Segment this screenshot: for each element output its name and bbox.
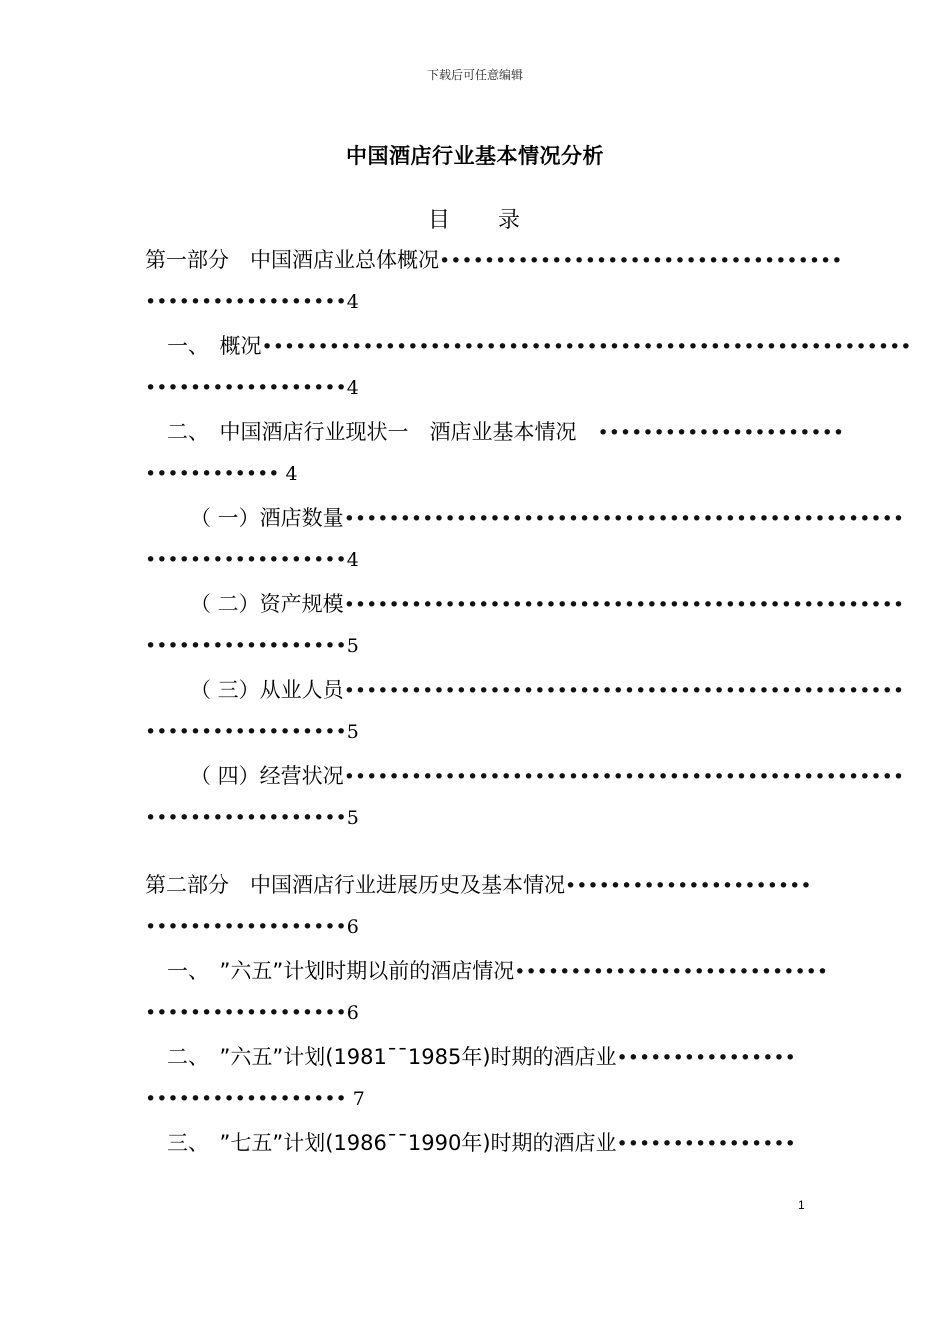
toc-entry[interactable]: [145, 675, 905, 747]
toc-heading-char-1: 目: [427, 208, 452, 233]
toc-heading: [0, 203, 950, 234]
toc-entry[interactable]: [145, 1128, 805, 1158]
toc-entry-label: 一、 概况: [167, 334, 262, 358]
toc-entry[interactable]: [145, 417, 845, 489]
toc-heading-char-2: 录: [498, 208, 523, 233]
toc-entry[interactable]: [145, 589, 905, 661]
toc-entry[interactable]: [145, 870, 812, 942]
toc-entry[interactable]: [145, 761, 905, 833]
toc-leader-dots: ••••••••••••••••••: [145, 291, 347, 313]
toc-entry[interactable]: [145, 331, 912, 403]
toc-entry[interactable]: [145, 1042, 805, 1114]
toc-page-number: 7: [346, 1088, 365, 1110]
toc-page-number: 4: [346, 291, 359, 313]
toc-entry[interactable]: [145, 503, 905, 575]
toc-leader-dots: ••••••••••••••••: [616, 1133, 796, 1155]
toc-leader-dots: ••••••••••••••••••: [145, 916, 347, 938]
toc-page-number: 6: [346, 916, 359, 938]
toc-entry-label: （ 三）从业人员: [190, 678, 344, 702]
toc-page-number: 4: [346, 377, 359, 399]
toc-entry-label: 第一部分 中国酒店业总体概况: [145, 248, 439, 272]
toc-page-number: 5: [346, 807, 359, 829]
toc-page-number: 6: [346, 1002, 359, 1024]
document-title: 中国酒店行业基本情况分析: [346, 144, 604, 168]
toc-entry[interactable]: [145, 956, 829, 1028]
toc-leader-dots: ••••••••••••••••••: [145, 807, 347, 829]
toc-leader-dots: ••••••••••••••••••••••••••••••••••••••••••••••••••: [343, 766, 905, 788]
toc-entry-label: 第二部分 中国酒店行业进展历史及基本情况: [145, 873, 565, 897]
page-number: 1: [798, 1198, 805, 1212]
toc-leader-dots: ••••••••••••••••••: [145, 635, 347, 657]
toc-leader-dots: ••••••••••••••••••••••: [597, 422, 845, 444]
toc-leader-dots: ••••••••••••••••: [616, 1047, 796, 1069]
toc-page-number: 4: [279, 463, 298, 485]
toc-leader-dots: ••••••••••••••••••: [145, 549, 347, 571]
toc-leader-dots: ••••••••••••••••••••••: [565, 875, 812, 897]
toc-entry-label: （ 二）资产规模: [190, 592, 344, 616]
page-header: 下载后可任意编辑: [426, 68, 523, 82]
toc-leader-dots: ••••••••••••••••••: [145, 721, 347, 743]
toc-leader-dots: ••••••••••••••••••••••••••••••••••••••••••••••••••: [343, 508, 905, 530]
toc-page-number: 4: [346, 549, 359, 571]
toc-leader-dots: ••••••••••••••••••••••••••••: [514, 961, 829, 983]
toc-entry-label: 二、 ”六五”计划(1981¯¯1985年)时期的酒店业: [167, 1045, 617, 1069]
toc-entry[interactable]: [145, 245, 843, 317]
toc-leader-dots: ••••••••••••: [145, 463, 280, 485]
toc-page-number: 5: [346, 721, 359, 743]
toc-leader-dots: ••••••••••••••••••: [145, 1002, 347, 1024]
toc-entry-label: 一、 ”六五”计划时期以前的酒店情况: [167, 959, 515, 983]
toc-entry-label: （ 四）经营状况: [190, 764, 344, 788]
toc-leader-dots: ••••••••••••••••••••••••••••••••••••: [439, 250, 843, 272]
toc-leader-dots: ••••••••••••••••••: [145, 377, 347, 399]
toc-entry-label: （ 一）酒店数量: [190, 506, 344, 530]
toc-leader-dots: ••••••••••••••••••: [145, 1088, 347, 1110]
toc-leader-dots: ••••••••••••••••••••••••••••••••••••••••••••••••••: [343, 594, 905, 616]
toc-leader-dots: ••••••••••••••••••••••••••••••••••••••••••••••••••: [343, 680, 905, 702]
toc-entry-label: 三、 ”七五”计划(1986¯¯1990年)时期的酒店业: [167, 1131, 617, 1155]
toc-entry-label: 二、 中国酒店行业现状一 酒店业基本情况: [167, 420, 598, 444]
toc-leader-dots: ••••••••••••••••••••••••••••••••••••••••••••••••••••••••••: [261, 336, 912, 358]
toc-page-number: 5: [346, 635, 359, 657]
